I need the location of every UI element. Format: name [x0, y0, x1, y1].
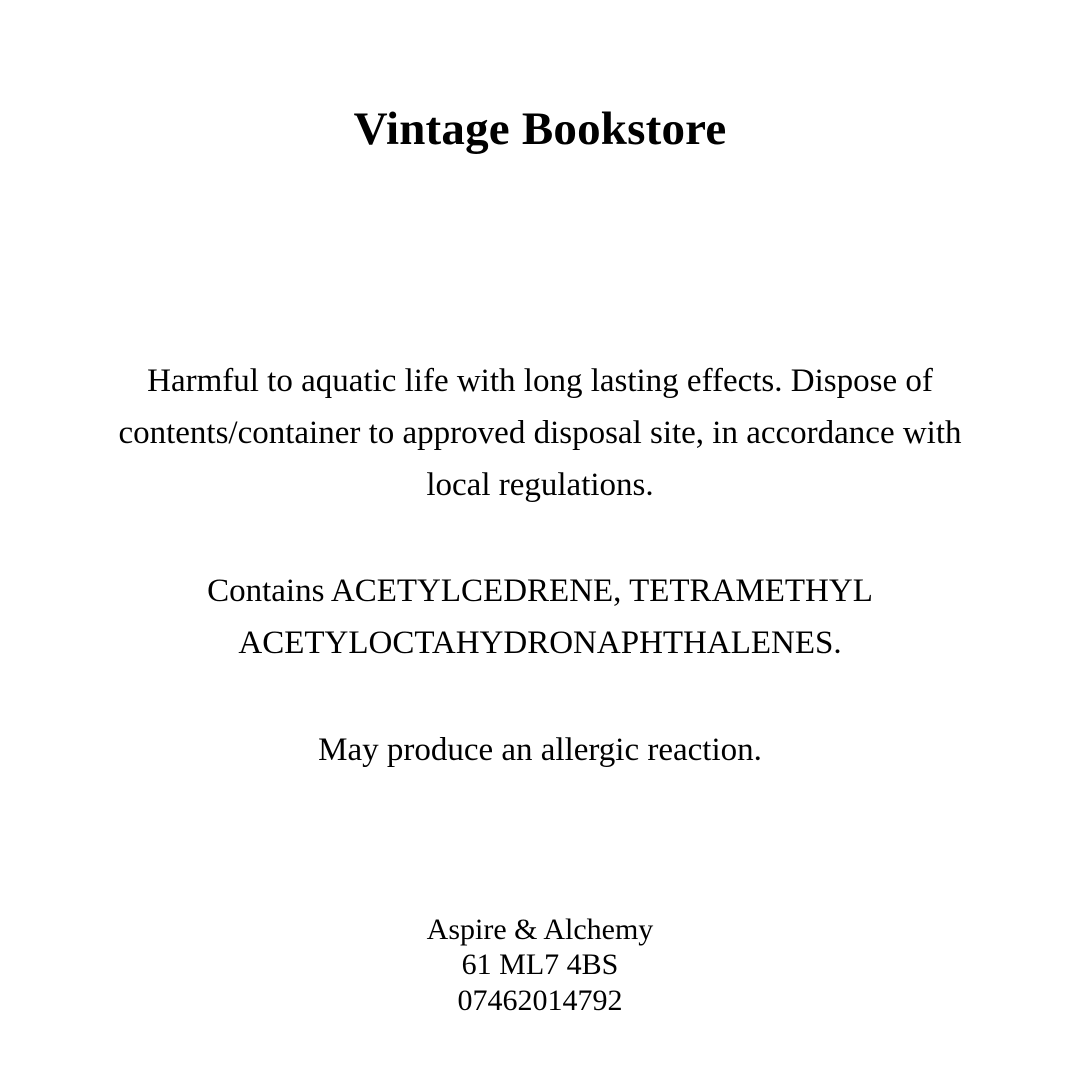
company-address: 61 ML7 4BS [461, 948, 619, 982]
footer-block [0, 912, 1080, 1018]
hazard-statement: Harmful to aquatic life with long lasting effects. Dispose of contents/container to approved disposal site, in accordance with local regulations. [118, 363, 962, 504]
page-title: Vintage Bookstore [353, 103, 727, 155]
company-name: Aspire & Alchemy [426, 913, 654, 946]
contains-statement: Contains ACETYLCEDRENE, TETRAMETHYL ACETYLOCTAHYDRONAPHTHALENES. [207, 573, 873, 662]
allergy-statement: May produce an allergic reaction. [318, 732, 762, 768]
company-phone: 07462014792 [457, 983, 623, 1017]
